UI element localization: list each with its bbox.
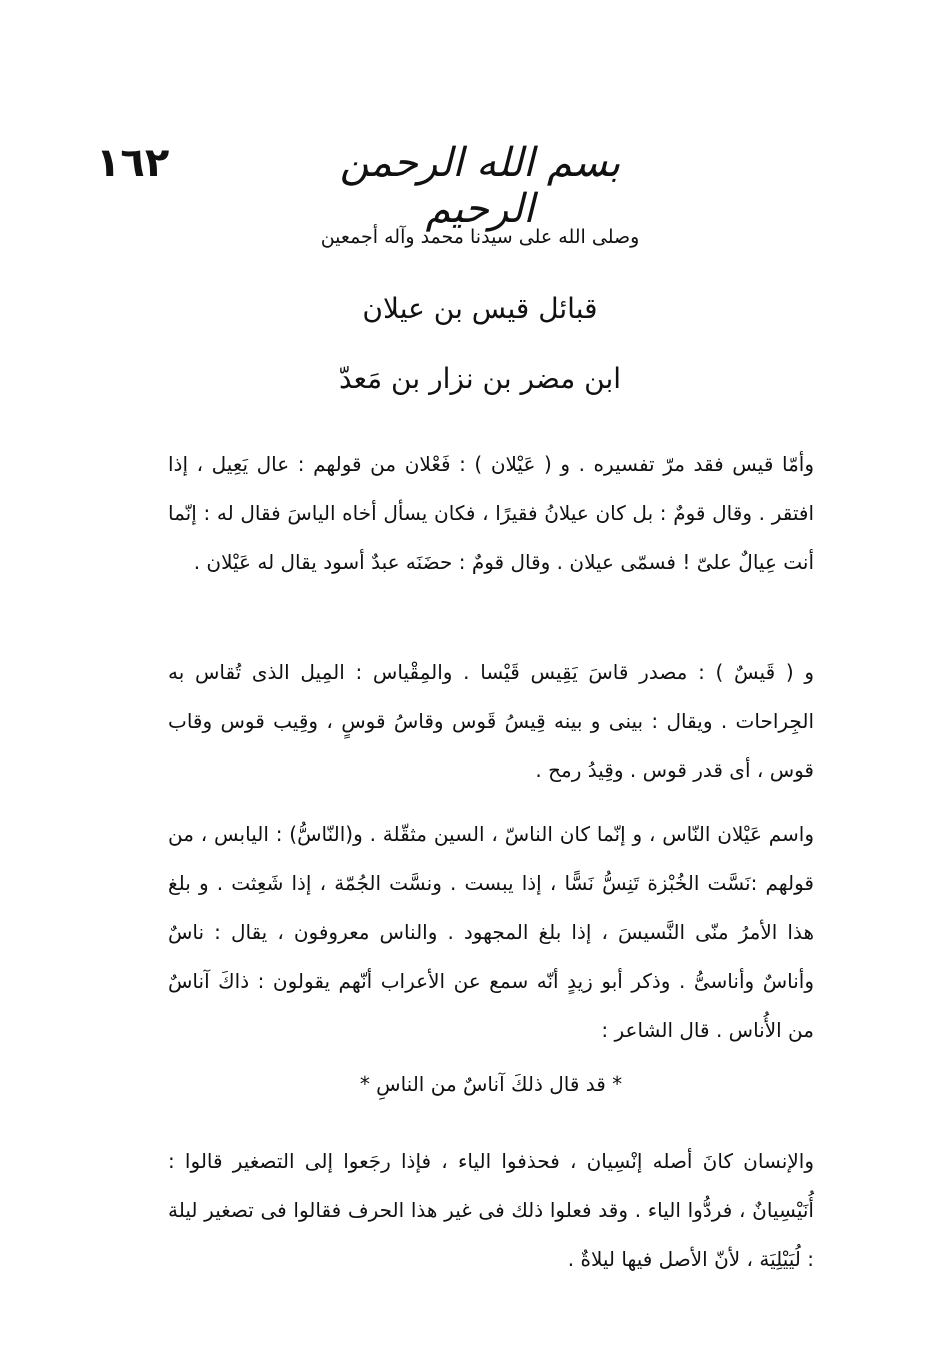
chapter-title: قبائل قيس بن عيلان xyxy=(362,292,598,325)
paragraph: و ( قَيسٌ ) : مصدر قاسَ يَقِيس قَيْسا . والمِقْياس : المِيل الذى تُقاس به الجِراحات . ويقال : بينى و بينه قِيسُ قَوس وقاسُ قوسٍ ، وقِيب قوس وقاب قوس ، أى قدر قوس . وقِيدُ رمح . xyxy=(168,660,814,782)
paragraph: والإنسان كانَ أصله إنْسِيان ، فحذفوا الياء ، فإذا رجَعوا إلى التصغير قالوا : أُنَيْسِيانٌ ، فردُّوا الياء . وقد فعلوا ذلك فى غير هذا الحرف فقالوا فى تصغير ليلة : لُيَيْلِيَة ، لأنّ الأصل فيها ليلاةٌ . xyxy=(168,1149,814,1271)
chapter-subtitle: ابن مضر بن نزار بن مَعدّ xyxy=(338,362,622,395)
basmala-heading: بسم الله الرحمن الرحيم xyxy=(339,140,621,232)
paragraph: وأمّا قيس فقد مرّ تفسيره . و ( عَيْلان ) : فَعْلان من قولهم : عال يَعِيل ، إذا افتقر . وقال قومٌ : بل كان عيلانُ فقيرًا ، فكان يسأل أخاه الياسَ فقال له : إنّما أنت عِيالٌ علىّ ! فسمّى عيلان . وقال قومٌ : حضَنَه عبدٌ أسود يقال له عَيْلان . xyxy=(168,452,814,574)
salawat-line: وصلى الله على سيدنا محمد وآله أجمعين xyxy=(320,226,640,248)
page-number: ١٦٢ xyxy=(96,140,170,186)
poem-line: * قد قال ذلكَ آناسٌ من الناسِ * xyxy=(359,1072,623,1096)
paragraph: واسم عَيْلان النّاس ، و إنّما كان الناسّ ، السين مثقّلة . و(النّاسُّ) : اليابس ، من قولهم :نَسَّت الخُبْزة تَنِسُّ نَسًّا ، إذا يبست . ونسَّت الجُمّة ، إذا شَعِثت . و بلغ هذا الأمرُ منّى النَّسيسَ ، إذا بلغ المجهود . والناس معروفون ، يقال : ناسٌ وأناسٌ وأناسىُّ . وذكر أبو زيدٍ أنّه سمع عن الأعراب أنّهم يقولون : ذاكَ آناسٌ من الأُناس . قال الشاعر : xyxy=(168,822,814,1042)
